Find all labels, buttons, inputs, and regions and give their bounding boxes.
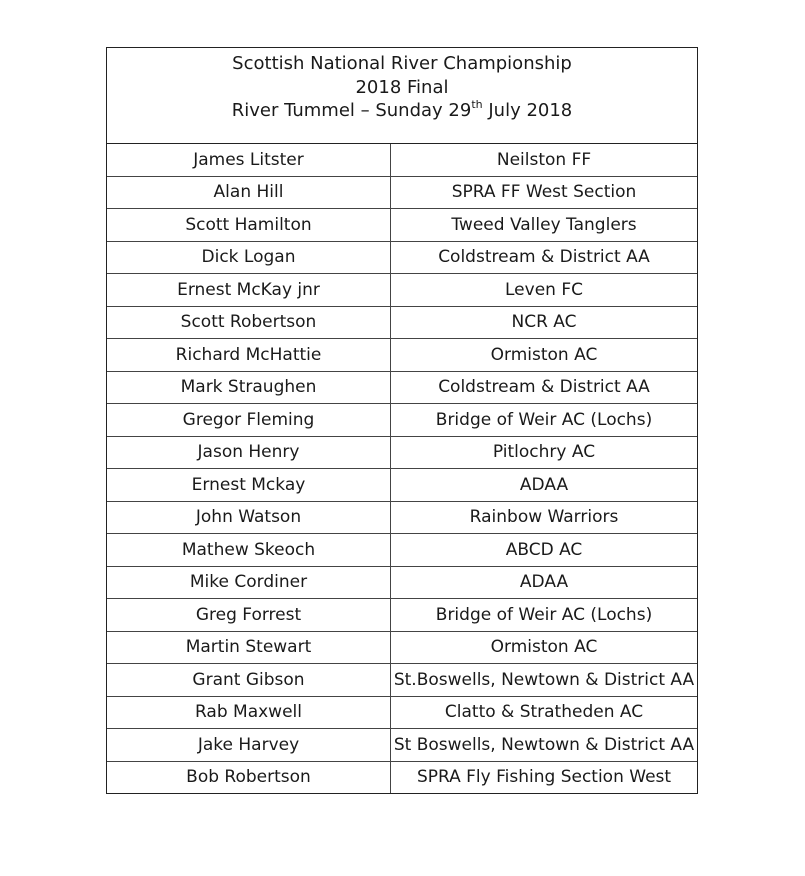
competitor-name: Dick Logan [107,241,391,274]
table-row [107,144,697,176]
championship-sheet [106,47,698,794]
table-row [107,729,697,762]
header-subtitle: 2018 Final [355,76,449,98]
competitor-name: John Watson [107,501,391,534]
table-row [107,371,697,404]
competitor-club: Pitlochry AC [391,436,698,469]
header-venue-date [107,99,697,123]
competitor-name: Scott Robertson [107,306,391,339]
competitor-club: Ormiston AC [391,339,698,372]
competitor-club: Coldstream & District AA [391,241,698,274]
table-row [107,501,697,534]
competitor-name: Ernest Mckay [107,469,391,502]
table-row [107,696,697,729]
competitor-name: Ernest McKay jnr [107,274,391,307]
competitor-name: Grant Gibson [107,664,391,697]
competitor-club: Clatto & Stratheden AC [391,696,698,729]
competitor-name: Scott Hamilton [107,209,391,242]
table-row [107,534,697,567]
competitor-club: ADAA [391,566,698,599]
competitor-club: Rainbow Warriors [391,501,698,534]
table-row [107,436,697,469]
sheet-header [107,48,697,144]
competitor-name: Martin Stewart [107,631,391,664]
competitor-name: Gregor Fleming [107,404,391,437]
competitor-name: Jason Henry [107,436,391,469]
competitor-name: Mike Cordiner [107,566,391,599]
competitor-name: Alan Hill [107,176,391,209]
competitor-club: Bridge of Weir AC (Lochs) [391,599,698,632]
competitor-name: James Litster [107,144,391,176]
table-row [107,339,697,372]
table-row [107,664,697,697]
table-row [107,599,697,632]
table-row [107,241,697,274]
table-row [107,306,697,339]
competitor-club: Bridge of Weir AC (Lochs) [391,404,698,437]
table-row [107,761,697,793]
competitor-club: St Boswells, Newtown & District AA [391,729,698,762]
competitor-club: ADAA [391,469,698,502]
header-venue-prefix: River Tummel – Sunday 29 [231,100,472,121]
competitor-club: SPRA Fly Fishing Section West [391,761,698,793]
competitor-club: NCR AC [391,306,698,339]
competitor-club: Tweed Valley Tanglers [391,209,698,242]
table-row [107,566,697,599]
competitor-name: Mark Straughen [107,371,391,404]
table-row [107,209,697,242]
competitor-club: Neilston FF [496,149,592,170]
competitor-club: St.Boswells, Newtown & District AA [391,664,698,697]
table-row [107,631,697,664]
header-date-suffix: th [471,98,483,111]
competitor-table [107,144,697,793]
competitor-club: SPRA FF West Section [391,176,698,209]
competitor-club: Coldstream & District AA [391,371,698,404]
competitor-name: Richard McHattie [107,339,391,372]
competitor-name: Rab Maxwell [107,696,391,729]
table-row [107,469,697,502]
competitor-name: Greg Forrest [107,599,391,632]
competitor-club: ABCD AC [391,534,698,567]
table-row [107,176,697,209]
table-row [107,274,697,307]
competitor-table-body [107,144,697,793]
competitor-name: Mathew Skeoch [107,534,391,567]
header-venue-year: July 2018 [482,100,573,121]
competitor-club: Leven FC [391,274,698,307]
competitor-club: Ormiston AC [391,631,698,664]
competitor-name: Bob Robertson [107,761,391,793]
header-title: Scottish National River Championship [232,53,572,74]
table-row [107,404,697,437]
competitor-name: Jake Harvey [107,729,391,762]
